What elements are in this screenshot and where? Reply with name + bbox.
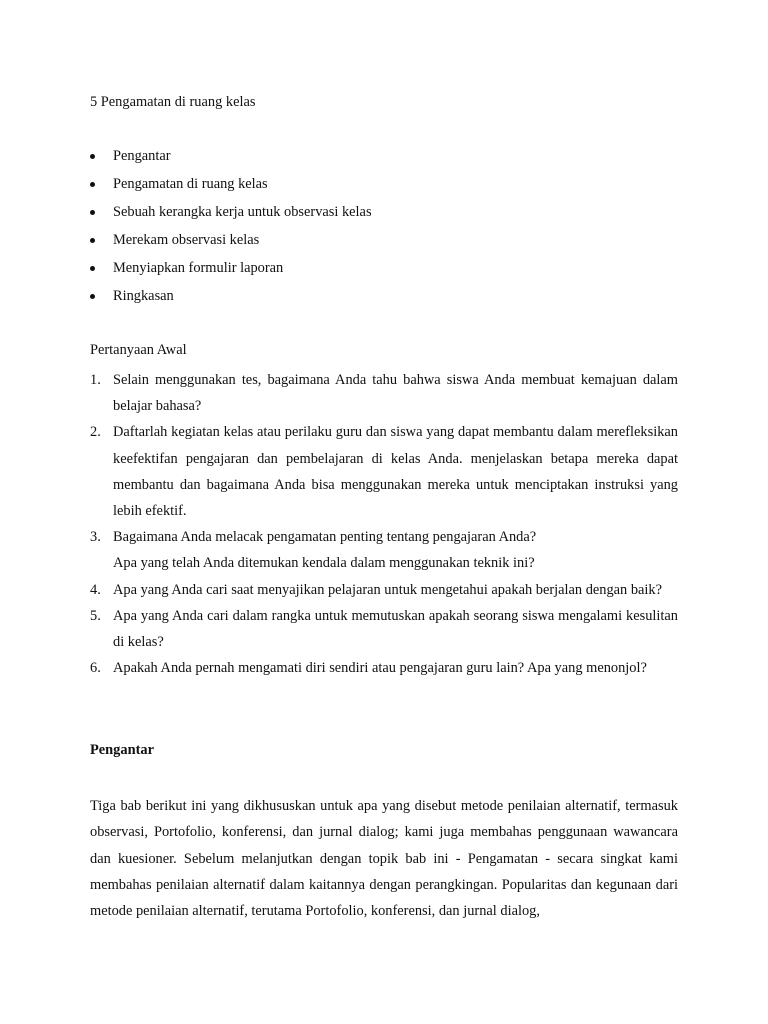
question-item <box>90 419 678 524</box>
question-item <box>90 367 678 419</box>
question-number: 6. <box>90 660 101 677</box>
body-paragraph: Tiga bab berikut ini yang dikhususkan untuk apa yang disebut metode penilaian alternatif, termasuk observasi, Portofolio, konferensi, dan jurnal dialog; kami juga membahas penggunaan wawancara dan kuesioner. Sebelum melanjutkan dengan topik bab ini - Pengamatan - secara singkat kami membahas penilaian alternatif dalam kaitannya dengan perangkingan. Popularitas dan kegunaan dari metode penilaian alternatif, terutama Portofolio, konferensi, dan jurnal dialog, <box>90 798 678 920</box>
section-heading: Pengantar <box>90 742 154 758</box>
bullet-icon <box>90 182 95 187</box>
bullet-icon <box>90 294 95 299</box>
question-number: 1. <box>90 372 101 388</box>
outline-item <box>90 175 372 203</box>
bullet-icon <box>90 154 95 159</box>
outline-item-label: Ringkasan <box>113 288 174 304</box>
outline-item-label: Sebuah kerangka kerja untuk observasi kelas <box>113 204 372 220</box>
outline-item <box>90 231 372 259</box>
question-text: Daftarlah kegiatan kelas atau perilaku guru dan siswa yang dapat membantu dalam merefleksikan keefektifan pengajaran dan pembelajaran di kelas Anda. menjelaskan betapa mereka dapat membantu dan bagaimana Anda bisa menggunakan mereka untuk menciptakan instruksi yang lebih efektif. <box>113 424 678 520</box>
outline-item-label: Pengamatan di ruang kelas <box>113 176 268 192</box>
bullet-icon <box>90 238 95 243</box>
question-item <box>90 603 678 655</box>
outline-item <box>90 203 372 231</box>
question-item <box>90 655 678 681</box>
chapter-outline-list <box>90 147 372 315</box>
outline-item-label: Pengantar <box>113 148 171 164</box>
question-number: 5. <box>90 607 101 624</box>
question-number: 2. <box>90 424 101 441</box>
bullet-icon <box>90 210 95 215</box>
question-followup-text: Apa yang telah Anda ditemukan kendala dalam menggunakan teknik ini? <box>113 555 535 572</box>
question-item <box>90 524 678 576</box>
question-text: Apa yang Anda cari saat menyajikan pelajaran untuk mengetahui apakah berjalan dengan baik? <box>113 581 663 598</box>
question-text: Apakah Anda pernah mengamati diri sendiri atau pengajaran guru lain? Apa yang menonjol? <box>113 660 647 677</box>
outline-item-label: Menyiapkan formulir laporan <box>113 260 284 276</box>
outline-item <box>90 287 372 315</box>
bullet-icon <box>90 266 95 271</box>
questions-heading: Pertanyaan Awal <box>90 342 187 358</box>
outline-item <box>90 147 372 175</box>
questions-list <box>90 367 678 681</box>
chapter-title: 5 Pengamatan di ruang kelas <box>90 94 256 110</box>
question-item <box>90 577 678 603</box>
question-number: 3. <box>90 529 101 546</box>
question-number: 4. <box>90 581 101 598</box>
question-text: Selain menggunakan tes, bagaimana Anda tahu bahwa siswa Anda membuat kemajuan dalam belajar bahasa? <box>113 372 678 415</box>
outline-item-label: Merekam observasi kelas <box>113 232 260 248</box>
question-text: Bagaimana Anda melacak pengamatan penting tentang pengajaran Anda? <box>113 529 537 546</box>
question-text: Apa yang Anda cari dalam rangka untuk memutuskan apakah seorang siswa mengalami kesulitan di kelas? <box>113 607 678 651</box>
outline-item <box>90 259 372 287</box>
